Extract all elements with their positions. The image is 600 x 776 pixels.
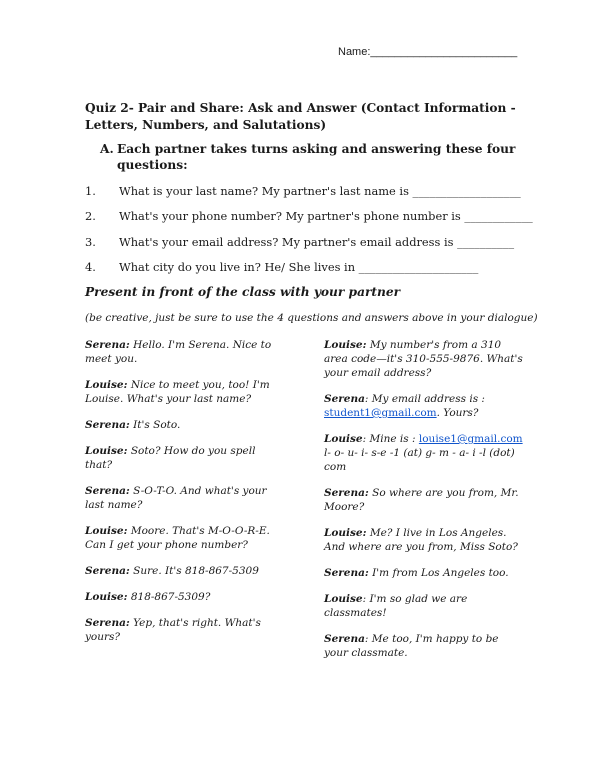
dialogue-line [324,566,524,580]
dialogue-text: It's Soto. [133,419,181,431]
speaker: Serena: [85,565,130,577]
speaker: Louise: [85,525,128,537]
dialogue-text: : Me too, I'm happy to be your classmate. [324,633,499,659]
dialogue-line [85,616,285,644]
email-link[interactable]: louise1@gmail.com [418,433,523,445]
dialogue-text: I'm from Los Angeles too. [372,567,509,579]
speaker: Serena: [324,487,369,499]
name-field [338,46,517,58]
speaker: Louise [324,593,363,605]
dialogue-line [324,338,524,380]
dialogue-line [324,526,524,554]
present-heading: Present in front of the class with your partner [85,285,401,299]
dialogue-text: Nice to meet you, too! I'm Louise. What's your last name? [85,379,270,405]
dialogue-line [324,432,524,474]
dialogue-line [85,444,285,472]
section-a-line1: Each partner takes turns asking and answering these four [117,142,516,156]
speaker: Serena: [85,339,130,351]
dialogue-line [85,484,285,512]
question-text: What is your last name? My partner's last name is ___________________ [119,184,521,198]
dialogue-text: Sure. It's 818-867-5309 [133,565,259,577]
speaker: Serena: [85,617,130,629]
email-link[interactable]: student1@gmail.com [324,407,437,419]
dialogue-text: Moore. That's M-O-O-R-E. Can I get your phone number? [85,525,270,551]
dialogue-text: Hello. I'm Serena. Nice to meet you. [85,339,272,365]
speaker: Serena [324,393,365,405]
dialogue-text: : My email address is : [364,393,485,405]
dialogue-line [85,338,285,366]
speaker: Louise: [85,379,128,391]
dialogue-line [324,486,524,514]
dialogue-line [85,564,285,578]
dialogue-line [324,592,524,620]
speaker: Louise: [324,339,367,351]
question-1 [85,184,521,198]
dialogue-line [85,378,285,406]
question-text: What city do you live in? He/ She lives in _____________________ [119,260,479,274]
dialogue-text: Me? I live in Los Angeles. And where are you from, Miss Soto? [324,527,518,553]
question-text: What's your phone number? My partner's phone number is ____________ [119,209,533,223]
question-number: 1. [85,184,96,198]
dialogue-text: Soto? How do you spell that? [85,445,256,471]
dialogue-text: : Mine is : [362,433,416,445]
instructions-note: (be creative, just be sure to use the 4 questions and answers above in your dialogue) [85,312,538,324]
speaker: Serena: [85,485,130,497]
speaker: Louise: [324,527,367,539]
question-4 [85,260,478,274]
speaker: Louise [324,433,363,445]
dialogue-right-column [324,338,524,672]
dialogue-text: Yep, that's right. What's yours? [85,617,261,643]
dialogue-text: So where are you from, Mr. Moore? [324,487,519,513]
dialogue-line [85,524,285,552]
dialogue-text: 818-867-5309? [130,591,211,603]
speaker: Louise: [85,445,128,457]
dialogue-text: l- o- u- i- s-e -1 (at) g- m - a- i -l (dot) com [324,447,515,473]
dialogue-left-column [85,338,285,656]
section-a-letter: A. [100,142,114,156]
name-label: Name: [338,46,371,58]
speaker: Serena [324,633,365,645]
question-number: 3. [85,235,96,249]
dialogue-line [324,392,524,420]
name-blank: ________________________ [370,46,518,58]
speaker: Serena: [324,567,369,579]
speaker: Louise: [85,591,128,603]
question-2 [85,209,533,223]
speaker: Serena: [85,419,130,431]
question-number: 4. [85,260,96,274]
question-text: What's your email address? My partner's email address is __________ [119,235,515,249]
question-number: 2. [85,209,96,223]
section-a-heading [100,141,520,173]
dialogue-text: S-O-T-O. And what's your last name? [85,485,267,511]
dialogue-line [324,632,524,660]
dialogue-line [85,590,285,604]
dialogue-line [85,418,285,432]
quiz-title: Quiz 2- Pair and Share: Ask and Answer (Contact Information - Letters, Numbers, and Salutations) [85,101,516,132]
dialogue-text: : I'm so glad we are classmates! [324,593,468,619]
section-a-line2: questions: [117,158,188,172]
question-3 [85,235,514,249]
dialogue-text: . Yours? [436,407,479,419]
dialogue-text: My number's from a 310 area code—it's 310-555-9876. What's your email address? [324,339,523,379]
